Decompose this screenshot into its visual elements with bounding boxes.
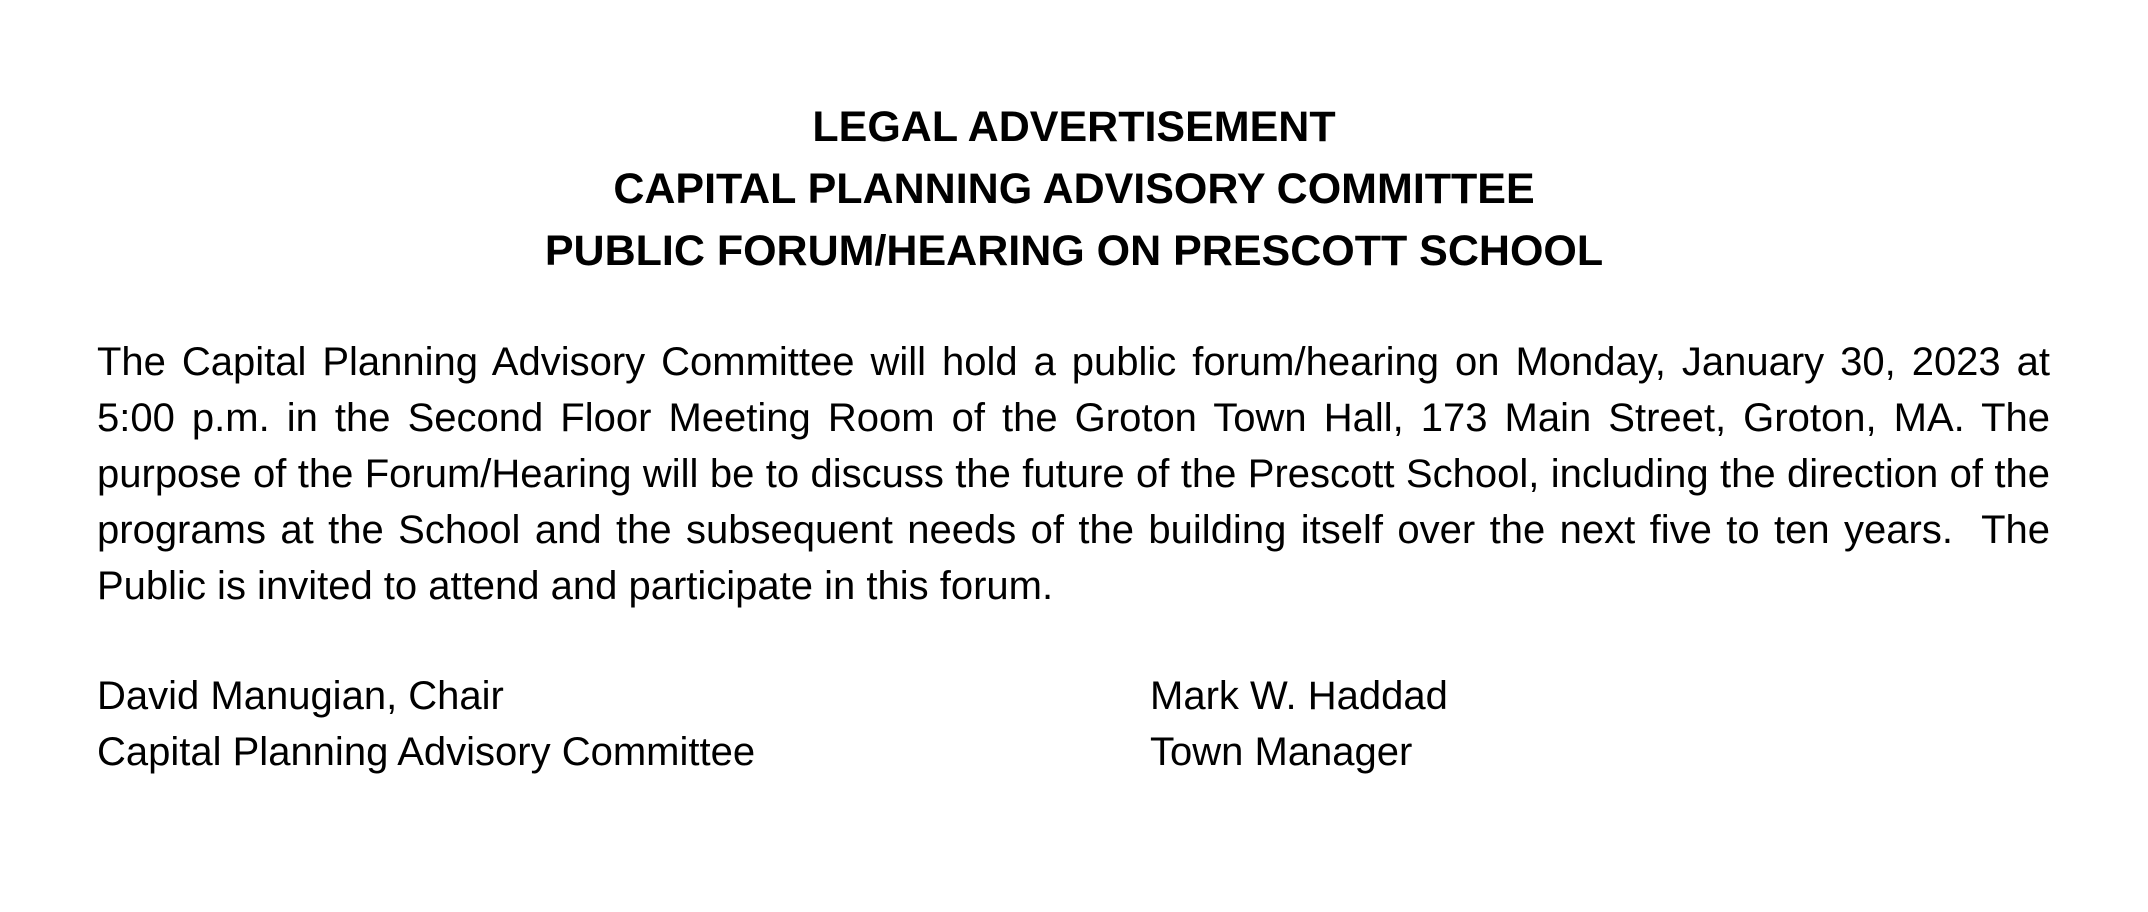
signature-name-chair: David Manugian, Chair — [97, 674, 504, 718]
notice-body-paragraph: The Capital Planning Advisory Committee will hold a public forum/hearing on Monday, January 30, 2023 at 5:00 p.m. in the Second Floor Meeting Room of the Groton Town Hall, 173 Main Street, Groton, MA. The purpose of the Forum/Hearing will be to discuss the future of the Prescott School, including the direction of the programs at the School and the subsequent needs of the building itself over the next five to ten years. The Public is invited to attend and participate in this forum. — [97, 340, 2062, 608]
notice-heading — [0, 96, 2148, 282]
heading-line-legal-advertisement: LEGAL ADVERTISEMENT — [812, 103, 1336, 151]
signature-block-chair — [97, 668, 755, 780]
signature-block-town-manager — [1150, 668, 1448, 780]
heading-line-committee: CAPITAL PLANNING ADVISORY COMMITTEE — [613, 165, 1535, 213]
heading-line-forum: PUBLIC FORUM/HEARING ON PRESCOTT SCHOOL — [544, 227, 1604, 275]
signature-name-town-manager: Mark W. Haddad — [1150, 674, 1448, 718]
signature-title-town-manager: Town Manager — [1150, 730, 1413, 774]
signature-title-chair: Capital Planning Advisory Committee — [97, 730, 756, 774]
